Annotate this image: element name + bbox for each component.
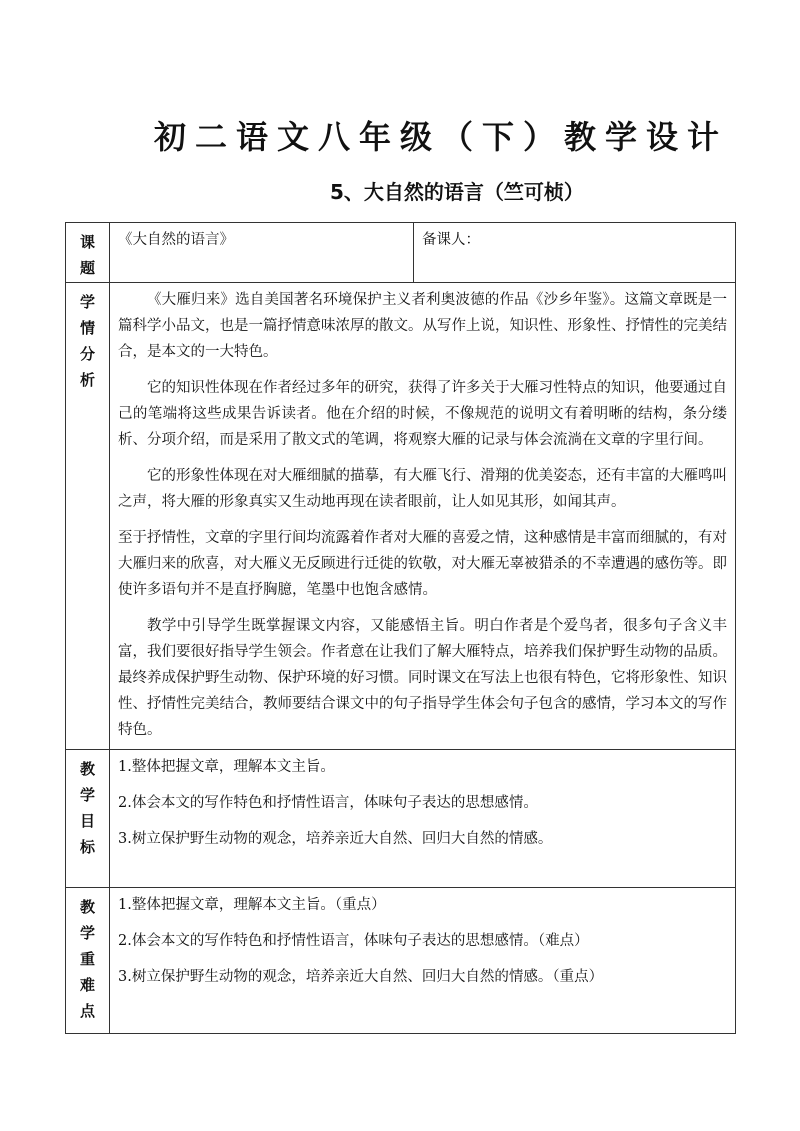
course-row — [66, 223, 736, 283]
analysis-paragraph: 它的知识性体现在作者经过多年的研究，获得了许多关于大雁习性特点的知识，他要通过自己的笔端将这些成果告诉读者。他在介绍的时候，不像规范的说明文有着明晰的结构，条分缕析、分项介绍，而是采用了散文式的笔调，将观察大雁的记录与体会流淌在文章的字里行间。 — [118, 380, 727, 448]
preparer-label: 备课人： — [422, 232, 480, 248]
keypoint-item: 3.树立保护野生动物的观念，培养亲近大自然、回归大自然的情感。（重点） — [118, 969, 604, 985]
keypoints-label-cell — [66, 888, 110, 1034]
analysis-paragraph: 它的形象性体现在对大雁细腻的描摹，有大雁飞行、滑翔的优美姿态，还有丰富的大雁鸣叫之声，将大雁的形象真实又生动地再现在读者眼前，让人如见其形，如闻其声。 — [118, 468, 727, 510]
document-title: 初二语文八年级（下）教学设计 — [153, 118, 728, 156]
lesson-subtitle: 5、大自然的语言（竺可桢） — [330, 180, 584, 204]
lesson-name: 《大自然的语言》 — [118, 232, 234, 248]
goal-item: 3.树立保护野生动物的观念，培养亲近大自然、回归大自然的情感。 — [118, 831, 553, 847]
course-label-cell — [66, 223, 110, 283]
preparer-cell — [414, 223, 736, 283]
analysis-label-cell — [66, 283, 110, 750]
goals-label: 教 学 目 标 — [79, 760, 95, 856]
goal-item: 1.整体把握文章，理解本文主旨。 — [118, 759, 335, 775]
keypoint-item: 1.整体把握文章，理解本文主旨。（重点） — [118, 897, 386, 913]
keypoints-row — [66, 888, 736, 1034]
analysis-label: 学 情 分 析 — [79, 293, 95, 389]
goals-label-cell — [66, 750, 110, 888]
analysis-paragraph: 至于抒情性，文章的字里行间均流露着作者对大雁的喜爱之情，这种感情是丰富而细腻的，有对大雁归来的欣喜，对大雁义无反顾进行迁徙的钦敬，对大雁无辜被猎杀的不幸遭遇的感伤等。即使许多语句并不是直抒胸臆，笔墨中也饱含感情。 — [118, 530, 727, 598]
analysis-content-cell — [110, 283, 736, 750]
lesson-plan-table — [65, 222, 736, 1034]
analysis-paragraph: 《大雁归来》选自美国著名环境保护主义者利奥波德的作品《沙乡年鉴》。这篇文章既是一篇科学小品文，也是一篇抒情意味浓厚的散文。从写作上说，知识性、形象性、抒情性的完美结合，是本文的一大特色。 — [118, 292, 727, 360]
lesson-name-cell — [110, 223, 414, 283]
analysis-row — [66, 283, 736, 750]
goals-row — [66, 750, 736, 888]
goal-item: 2.体会本文的写作特色和抒情性语言，体味句子表达的思想感情。 — [118, 795, 538, 811]
keypoints-content-cell — [110, 888, 736, 1034]
analysis-paragraph: 教学中引导学生既掌握课文内容，又能感悟主旨。明白作者是个爱鸟者，很多句子含义丰富，我们要很好指导学生领会。作者意在让我们了解大雁特点，培养我们保护野生动物的品质。最终养成保护野生动物、保护环境的好习惯。同时课文在写法上也很有特色，它将形象性、知识性、抒情性完美结合，教师要结合课文中的句子指导学生体会句子包含的感情，学习本文的写作特色。 — [118, 618, 727, 738]
keypoints-label: 教 学 重 难 点 — [79, 898, 95, 1020]
keypoint-item: 2.体会本文的写作特色和抒情性语言，体味句子表达的思想感情。（难点） — [118, 933, 589, 949]
goals-content-cell — [110, 750, 736, 888]
course-label: 课 题 — [79, 233, 95, 277]
